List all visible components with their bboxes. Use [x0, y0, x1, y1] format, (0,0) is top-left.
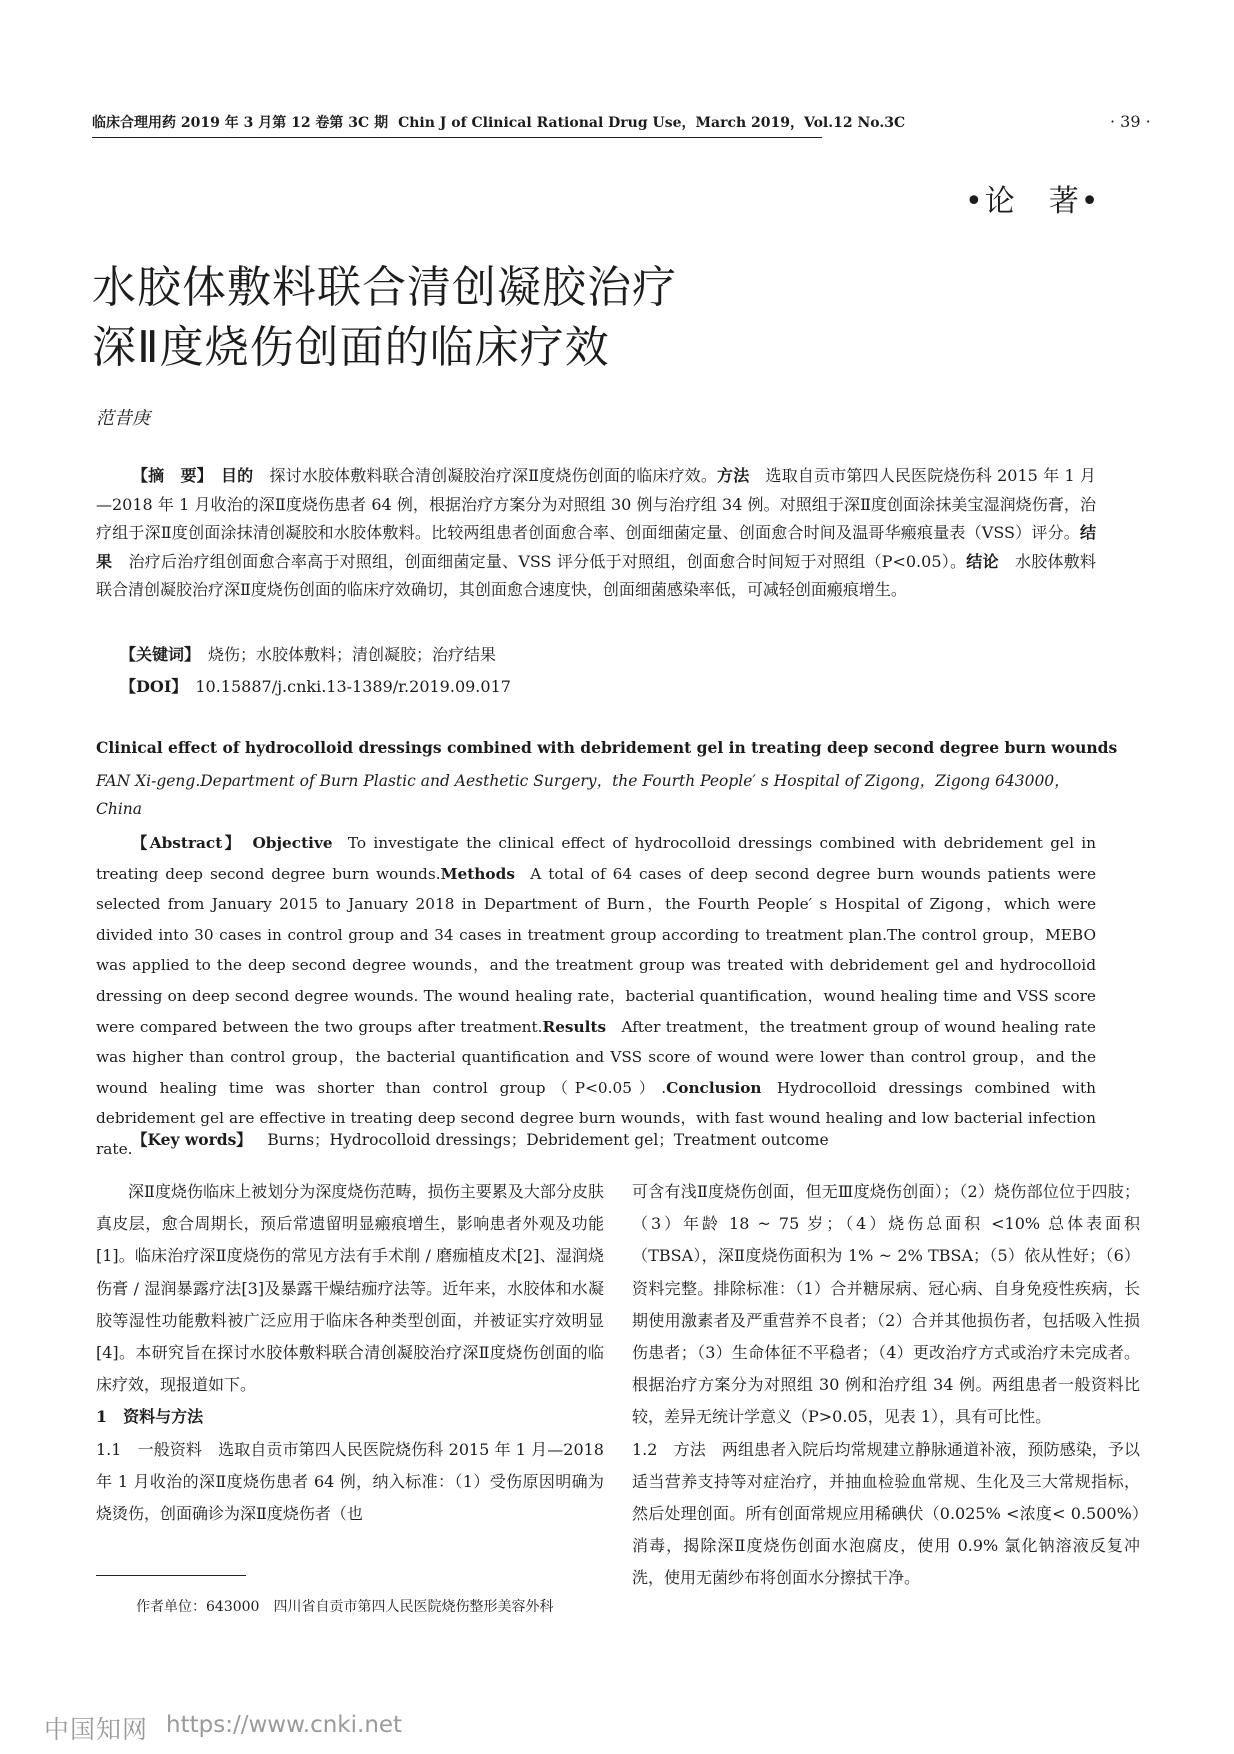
page-number: · 39 · [1110, 112, 1151, 131]
subsection-1-1-text: 选取自贡市第四人民医院烧伤科 2015 年 1 月—2018 年 1 月收治的深Ⅱ度烧伤患者 64 例，纳入标准：（1）受伤原因明确为烧烫伤，创面确诊为深Ⅱ度烧伤者（也 [96, 1439, 604, 1524]
cnki-logo: 中国知网 [44, 1715, 149, 1744]
conclusion-text: 水胶体敷料联合清创凝胶治疗深Ⅱ度烧伤创面的临床疗效确切，其创面愈合速度快，创面细菌感染率低，可减轻创面瘢痕增生。 [96, 551, 1096, 600]
subsection-1-2-label: 1.2 方法 [632, 1439, 706, 1459]
title-line-2: 深Ⅱ度烧伤创面的临床疗效 [92, 322, 610, 373]
subsection-1-1-label: 1.1 一般资料 [96, 1439, 203, 1459]
cnki-url[interactable]: https://www.cnki.net [166, 1712, 403, 1738]
keywords-text: 烧伤；水胶体敷料；清创凝胶；治疗结果 [208, 645, 497, 664]
running-header [92, 112, 905, 132]
subsection-1-2-text: 两组患者入院后均常规建立静脉通道补液，预防感染，予以适当营养支持等对症治疗，并抽血检验血常规、生化及三大常规指标，然后处理创面。所有创面常规应用稀碘伏（0.025% <浓度< 0.500%）消毒，揭除深Ⅱ度烧伤创面水泡腐皮，使用 0.9% 氯化钠溶液反复冲洗，使用无菌纱布将创面水分擦拭干净。 [632, 1439, 1140, 1588]
abstract-label: 【摘 要】 [132, 466, 205, 485]
doi-text: 10.15887/j.cnki.13-1389/r.2019.09.017 [195, 677, 511, 696]
objective-text: 探讨水胶体敷料联合清创凝胶治疗深Ⅱ度烧伤创面的临床疗效。 [269, 466, 718, 485]
keywords-label: 【关键词】 [128, 645, 193, 664]
results-en-text: After treatment，the treatment group of wound healing rate was higher than control group，the bacterial quantification and VSS score of wound were lower than control group，and the wound healing time was shorter than control group（P<0.05）. [96, 1017, 1096, 1097]
intro-paragraph: 深Ⅱ度烧伤临床上被划分为深度烧伤范畴，损伤主要累及大部分皮肤真皮层，愈合周期长，预后常遗留明显瘢痕增生，影响患者外观及功能[1]。临床治疗深Ⅱ度烧伤的常见方法有手术削 / 磨痂植皮术[2]、湿润烧伤膏 / 湿润暴露疗法[3]及暴露干燥结痂疗法等。近年来，水胶体和水凝胶等湿性功能敷料被广泛应用于临床各种类型创面，并被证实疗效明显[4]。本研究旨在探讨水胶体敷料联合清创凝胶治疗深Ⅱ度烧伤创面的临床疗效，现报道如下。 [96, 1182, 604, 1395]
section-label: •论 著• [965, 184, 1101, 219]
english-affiliation: FAN Xi-geng.Department of Burn Plastic and Aesthetic Surgery，the Fourth People′ s Hospital of Zigong，Zigong 643000，China [96, 772, 1070, 818]
results-en-label: Results [542, 1017, 607, 1036]
conclusion-en-text: Hydrocolloid dressings combined with debridement gel are effective in treating deep second degree burn wounds，with fast wound healing and low bacterial infection rate. [96, 1078, 1096, 1158]
conclusion-en-label: Conclusion [666, 1078, 762, 1097]
abstract-en-label: 【Abstract】 [132, 834, 235, 852]
methods-en-text: A total of 64 cases of deep second degree burn wounds patients were selected from January 2015 to January 2018 in Department of Burn，the Fourth People′ s Hospital of Zigong，which were divided into 30 cases in control group and 34 cases in treatment group according to treatment plan.The control group，MEBO was applied to the deep second degree wounds，and the treatment group was treated with debridement gel and hydrocolloid dressing on deep second degree wounds. The wound healing rate，bacterial quantification，wound healing time and VSS score were compared between the two groups after treatment. [96, 864, 1096, 1036]
subsection-1-1 [96, 1434, 604, 1531]
subsection-1-1-continued: 可含有浅Ⅱ度烧伤创面，但无Ⅲ度烧伤创面）；（2）烧伤部位位于四肢；（3）年龄 18 ~ 75 岁；（4）烧伤总面积 <10% 总体表面积（TBSA），深Ⅱ度烧伤面积为 1% ~ 2% TBSA；（5）依从性好；（6）资料完整。排除标准：（1）合并糖尿病、冠心病、自身免疫性疾病，长期使用激素者及严重营养不良者；（2）合并其他损伤者，包括吸入性损伤患者；（3）生命体征不平稳者；（4）更改治疗方式或治疗未完成者。根据治疗方案分为对照组 30 例和治疗组 34 例。两组患者一般资料比较，差异无统计学意义（P>0.05，见表 1），具有可比性。 [632, 1182, 1140, 1427]
objective-en-text: To investigate the clinical effect of hydrocolloid dressings combined with debridement gel in treating deep second degree burn wounds. [96, 834, 1096, 883]
methods-label: 方法 [717, 466, 750, 485]
methods-en-label: Methods [440, 864, 515, 883]
body-column-right [632, 1176, 1140, 1595]
conclusion-label: 结论 [966, 551, 999, 571]
author: 范昔庚 [96, 408, 150, 429]
doi-label: 【DOI】 [128, 677, 180, 696]
objective-en-label: Objective [252, 834, 333, 852]
keywords-en [132, 1128, 829, 1150]
article-title [92, 258, 912, 378]
methods-text: 选取自贡市第四人民医院烧伤科 2015 年 1 月—2018 年 1 月收治的深Ⅱ度烧伤患者 64 例，根据治疗方案分为对照组 30 例与治疗组 34 例。对照组于深Ⅱ度创面涂抹美宝湿润烧伤膏，治疗组于深Ⅱ度创面涂抹清创凝胶和水胶体敷料。比较两组患者创面愈合率、创面细菌定量、创面愈合时间及温哥华瘢痕量表（VSS）评分。 [96, 466, 1096, 543]
title-line-1: 水胶体敷料联合清创凝胶治疗 [92, 262, 677, 313]
footnote-affiliation: 作者单位：643000 四川省自贡市第四人民医院烧伤整形美容外科 [136, 1599, 554, 1615]
section-heading-1: 1 资料与方法 [96, 1407, 204, 1427]
english-title: Clinical effect of hydrocolloid dressings combined with debridement gel in treating deep second degree burn wounds [96, 738, 1118, 757]
footnote-rule [96, 1575, 246, 1576]
results-text: 治疗后治疗组创面愈合率高于对照组，创面细菌定量、VSS 评分低于对照组，创面愈合时间短于对照组（P<0.05）。 [128, 551, 967, 571]
abstract-cn [96, 462, 1096, 605]
objective-label: 目的 [221, 466, 254, 485]
subsection-1-2 [632, 1434, 1140, 1595]
results-label: 结果 [96, 523, 1096, 571]
keywords-cn [96, 642, 1096, 665]
keywords-en-label: 【Key words】 [132, 1130, 252, 1149]
keywords-en-text: Burns；Hydrocolloid dressings；Debridement gel；Treatment outcome [267, 1131, 829, 1149]
journal-name-cn: 临床合理用药 2019 年 3 月第 12 卷第 3C 期 [92, 115, 389, 131]
abstract-en [96, 828, 1096, 1165]
doi [96, 674, 1096, 697]
body-column-left [96, 1176, 604, 1530]
header-rule [92, 137, 822, 138]
journal-name-en: Chin J of Clinical Rational Drug Use，March 2019，Vol.12 No.3C [398, 115, 906, 131]
